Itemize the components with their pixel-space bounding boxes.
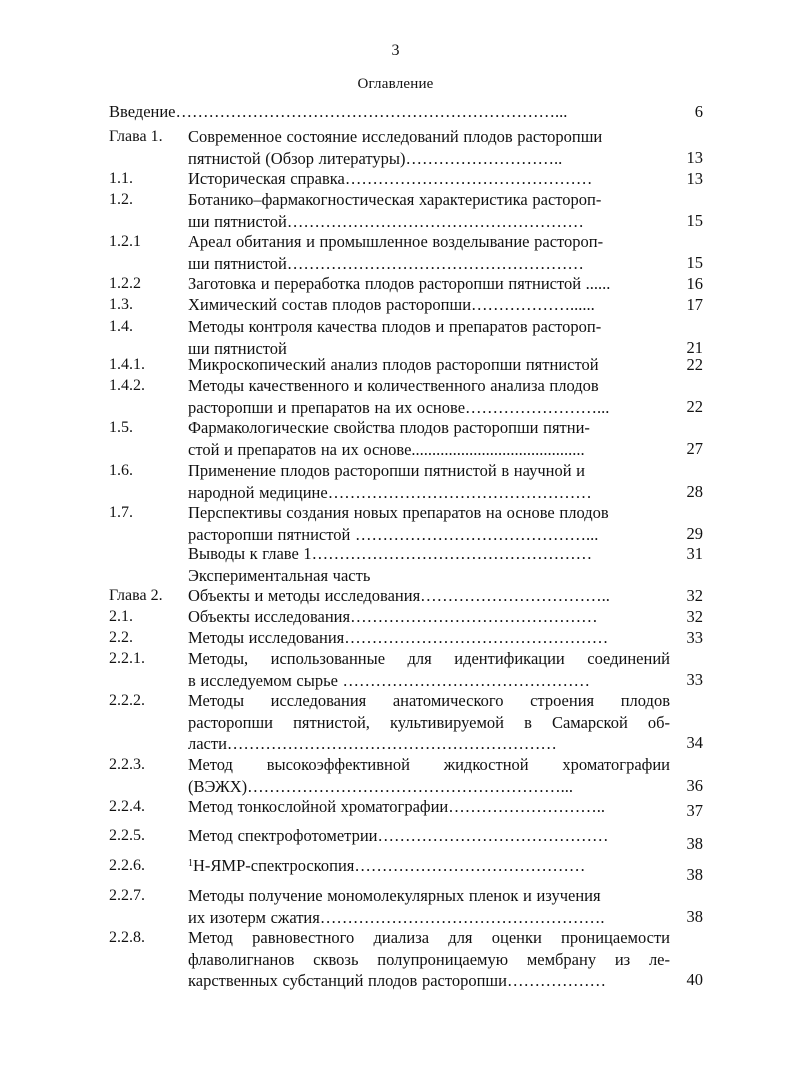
toc-entry-number: 2.2.6. [109,857,145,874]
toc-entry-line: Метод спектрофотометрии…………………………………… [188,826,609,845]
toc-entry-page: 32 [686,607,703,626]
toc-entry-title [188,375,670,418]
toc-entry-page: 38 [686,834,703,853]
toc-entry-line: ши пятнистой……………………………………………… [188,211,584,231]
toc-entry-title [188,648,670,691]
toc-entry-number: 1.6. [109,462,133,479]
toc-entry-title [188,502,670,545]
toc-entry-title [188,273,670,295]
toc-entry-number: 1.1. [109,170,133,187]
toc-entry-page: 40 [686,970,703,989]
toc-entry-line: Историческая справка……………………………………… [188,169,593,188]
toc-entry-title [188,825,670,847]
toc-entry-line: Фармакологические свойства плодов расторопши пятни- [188,418,590,437]
toc-entry-title [188,543,670,565]
toc-entry-number: 1.4.2. [109,377,145,394]
toc-entry-page: 37 [686,801,703,820]
toc-entry-line: Ареал обитания и промышленное возделывание растороп- [188,232,604,251]
toc-entry-page: 15 [686,253,703,272]
toc-entry-line: Заготовка и переработка плодов расторопши пятнистой ...... [188,274,611,293]
toc-entry-line: народной медицине………………………………………… [188,482,592,502]
toc-entry-number: 1.2.1 [109,233,141,250]
toc-entry-number: 2.2.7. [109,887,145,904]
toc-entry-page: 32 [686,586,703,605]
toc-entry-title [188,627,670,649]
toc-entry-title [188,606,670,628]
toc-entry-title [188,231,670,274]
toc-entry-page: 36 [686,776,703,795]
toc-entry-title [188,585,670,607]
toc-entry-page: 28 [686,482,703,501]
toc-entry-line [188,855,670,877]
toc-entry-title [188,460,670,503]
toc-entry-page: 38 [686,865,703,884]
toc-entry-page: 29 [686,524,703,543]
toc-entry-line: (ВЭЖХ)…………………………………………………... [188,776,574,796]
toc-entry-line: ши пятнистой……………………………………………… [188,253,584,273]
toc-entry-line: Введение……………………………………………………………... [109,102,568,121]
toc-entry-page: 15 [686,211,703,230]
toc-entry-line: Экспериментальная часть [188,566,371,585]
toc-entry-line: расторопши и препаратов на их основе……………………... [188,397,610,417]
toc-entry-title [188,690,670,755]
toc-entry-title [188,927,670,992]
toc-entry-page: 33 [686,628,703,647]
toc-entry-number: 1.4. [109,318,133,335]
toc-entry-title [188,885,670,928]
toc-entry-line: их изотерм сжатия……………………………………………. [188,907,605,927]
toc-entry-number: 2.2.5. [109,827,145,844]
toc-entry-line: Микроскопический анализ плодов расторопши пятнистой [188,355,599,374]
toc-entry-page: 38 [686,907,703,926]
toc-entry-number: Глава 1. [109,128,163,145]
toc-entry-number: 1.3. [109,296,133,313]
toc-entry-line: Метод равновестного диализа для оценки проницаемости [188,928,670,947]
toc-entry-page: 13 [686,169,703,188]
toc-entry-line: Перспективы создания новых препаратов на основе плодов [188,503,609,522]
toc-entry-number: 1.7. [109,504,133,521]
toc-entry-title [188,168,670,190]
toc-entry-line: Методы, использованные для идентификации соединений [188,649,670,668]
toc-entry-line: Метод тонкослойной хроматографии……………………….. [188,797,605,816]
toc-entry-title [188,189,670,232]
toc-entry-line: Методы получение мономолекулярных пленок и изучения [188,886,601,905]
toc-entry-line: флаволигнанов сквозь полупроницаемую мембрану из ле- [188,949,670,969]
toc-entry-page: 34 [686,733,703,752]
toc-entry-number: Глава 2. [109,587,163,604]
toc-entry-title [188,354,670,376]
toc-entry-line: Применение плодов расторопши пятнистой в научной и [188,461,586,480]
superscript: 1 [188,858,193,869]
toc-entry-line: Метод высокоэффективной жидкостной хроматографии [188,755,670,774]
toc-entry-number: 1.2. [109,191,133,208]
toc-entry-page: 22 [686,397,703,416]
toc-entry-line: Химический состав плодов расторопши………………...... [188,295,595,314]
toc-entry-page: 27 [686,439,703,458]
toc-entry-line: Объекты исследования……………………………………… [188,607,598,626]
toc-entry-title [188,754,670,797]
toc-entry-title [109,101,670,123]
toc-entry-line: Методы исследования анатомического строения плодов [188,691,670,710]
toc-entry-line: ласти…………………………………………………… [188,734,557,753]
toc-entry-line: Современное состояние исследований плодов расторопши [188,127,603,146]
toc-entry-line: Ботанико–фармакогностическая характеристика растороп- [188,190,602,209]
toc-entry-line: Методы исследования………………………………………… [188,628,609,647]
toc-entry-title [188,796,670,818]
toc-entry-page: 13 [686,148,703,167]
toc-entry-title [188,294,670,316]
toc-entry-number: 2.1. [109,608,133,625]
toc-entry-page: 17 [686,295,703,314]
toc-entry-number: 2.2.1. [109,650,145,667]
toc-entry-line: Выводы к главе 1…………………………………………… [188,544,593,563]
toc-entry-title [188,565,670,587]
toc-entry-page: 16 [686,274,703,293]
toc-entry-number: 2.2.2. [109,692,145,709]
toc-entry-page: 31 [686,544,703,563]
toc-entry-number: 1.2.2 [109,275,141,292]
toc-entry-number: 1.5. [109,419,133,436]
toc-entry-line: Объекты и методы исследования…………………………….. [188,586,610,605]
toc-entry-line: карственных субстанций плодов расторопши……………… [188,971,606,990]
toc-entry-line-text: H-ЯМР-спектроскопия…………………………………… [193,856,586,875]
toc-entry-line: ши пятнистой [188,338,287,358]
toc-entry-page: 21 [686,338,703,357]
toc-entry-number: 2.2.4. [109,798,145,815]
toc-entry-title [188,126,670,169]
toc-entry-page: 22 [686,355,703,374]
toc-entry-number: 1.4.1. [109,356,145,373]
toc-entry-title [188,855,670,877]
toc-entry-line: расторопши пятнистой, культивируемой в Самарской об- [188,712,670,732]
toc-entry-line: Методы контроля качества плодов и препаратов растороп- [188,317,602,336]
toc-entry-line: в исследуемом сырье ……………………………………… [188,670,591,690]
toc-entry-page: 6 [694,102,703,121]
toc-entry-title [188,417,670,460]
toc-entry-number: 2.2. [109,629,133,646]
toc-entry-line: стой и препаратов на их основе.......................................... [188,439,585,459]
toc-entry-number: 2.2.3. [109,756,145,773]
page-number: 3 [391,42,400,59]
toc-entry-page: 33 [686,670,703,689]
toc-entry-line: Методы качественного и количественного анализа плодов [188,376,599,395]
toc-entry-line: расторопши пятнистой ……………………………………... [188,524,599,544]
toc-entry-line: пятнистой (Обзор литературы)……………………….. [188,148,563,168]
toc-entry-title [188,316,670,359]
toc-entry-number: 2.2.8. [109,929,145,946]
toc-title: Оглавление [357,76,434,92]
